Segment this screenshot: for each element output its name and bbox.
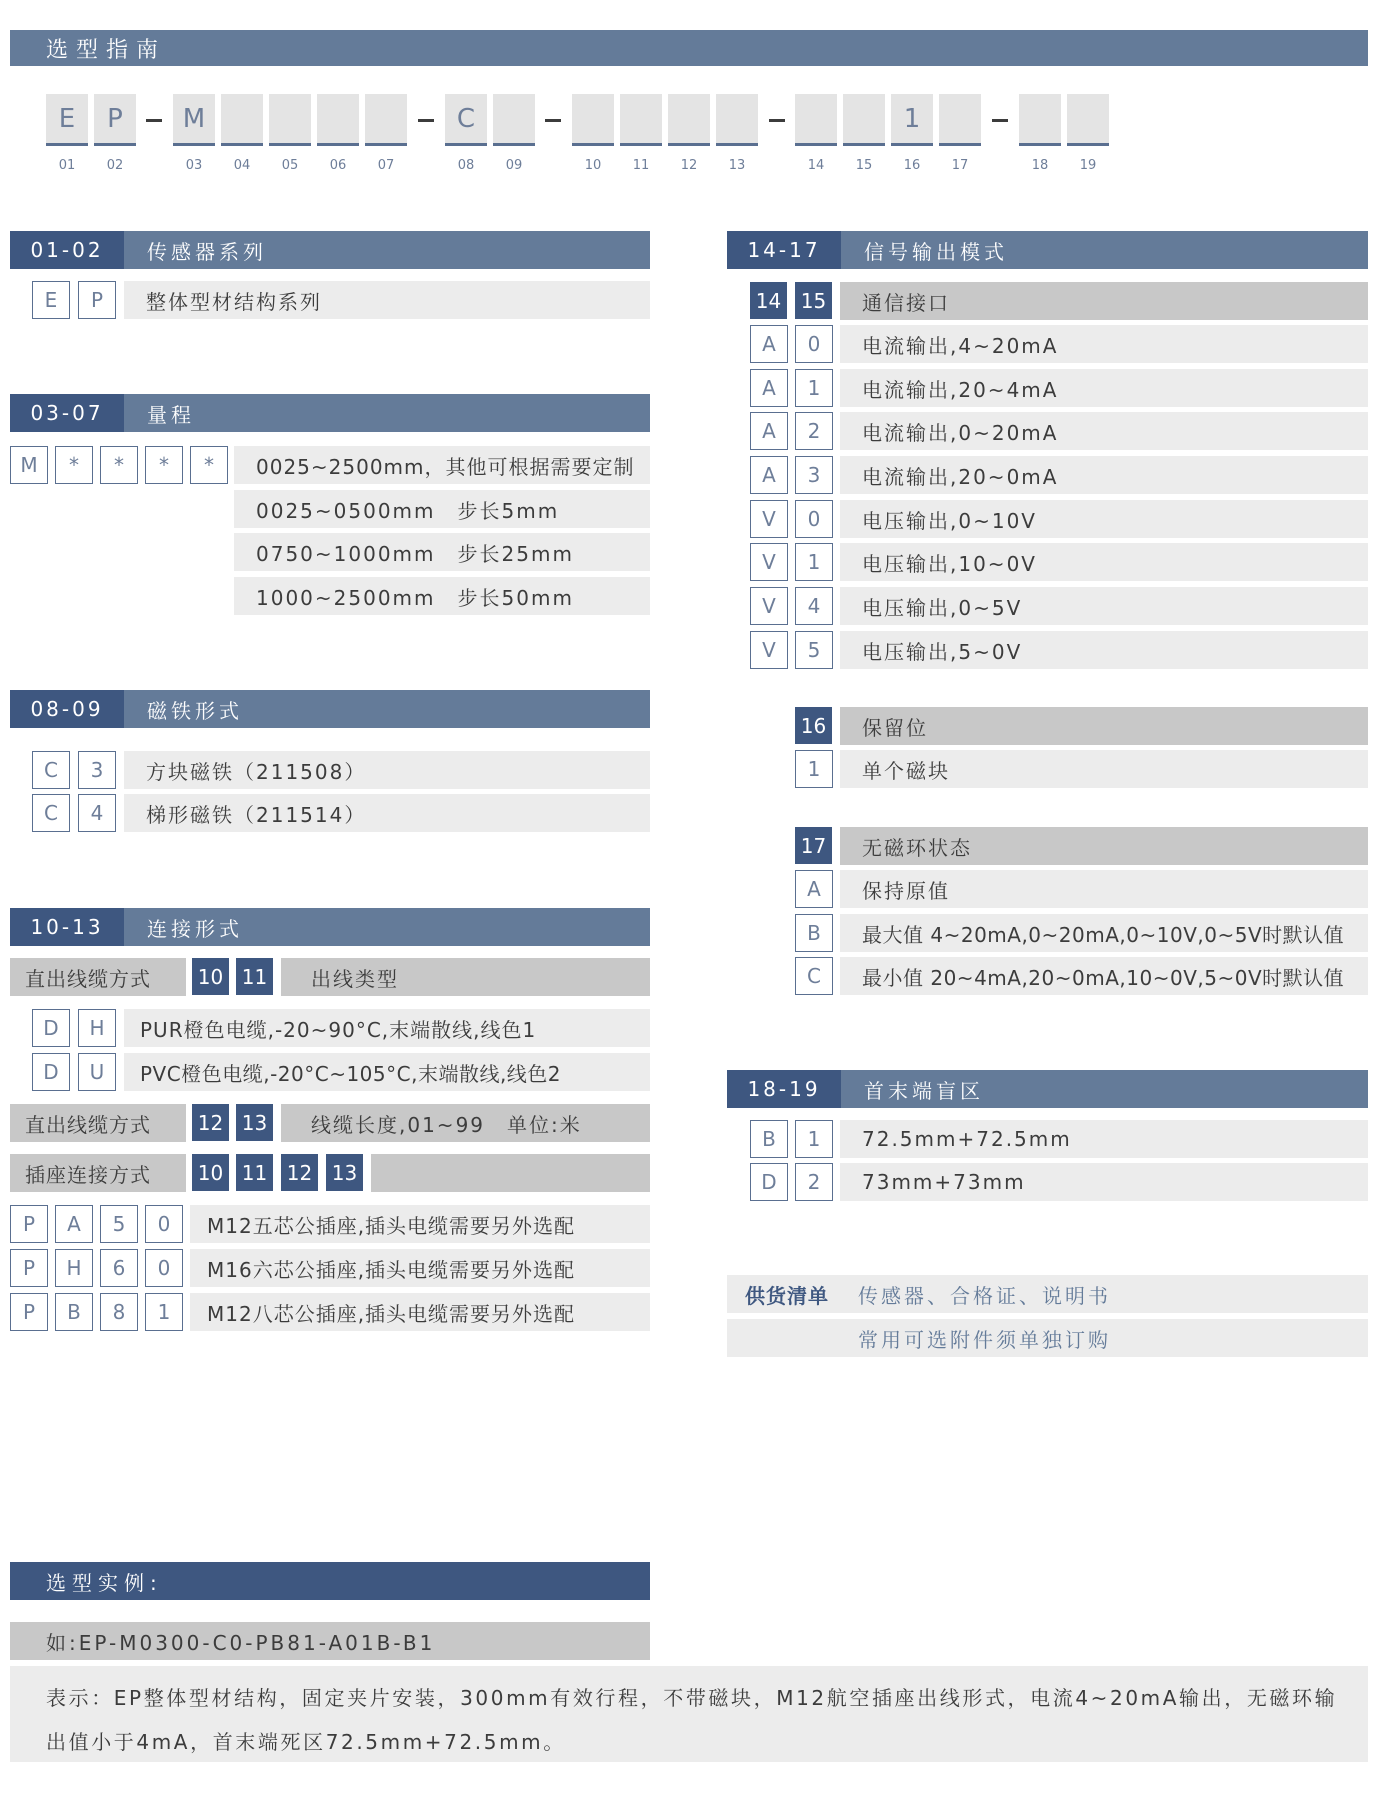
supply-row [727,1319,1368,1357]
pos-label: 18 [1031,158,1049,173]
pos-label: 07 [377,158,395,173]
code-box: H [78,1009,116,1047]
position-chip: 12 [192,1104,229,1141]
no-magnet-desc: 最小值 20~4mA,20~0mA,10~0V,5~0V时默认值 [840,957,1368,995]
section-title: 传感器系列 [147,239,267,264]
code-box: P [10,1249,48,1287]
position-chip: 15 [795,282,832,319]
supply-list-box [727,1275,1368,1358]
code-box: A [795,870,833,908]
code-box: 1 [795,369,833,407]
supply-row [727,1275,1368,1313]
example-code: 如:EP-M0300-C0-PB81-A01B-B1 [10,1622,650,1660]
pos-01: E [46,94,88,146]
code-box: M [10,446,48,484]
code-box: E [32,281,70,319]
pos-08: C [445,94,487,146]
code-box: 3 [795,456,833,494]
signal-desc: 电流输出,20~0mA [840,456,1368,494]
supply-label: 供货清单 [745,1283,829,1308]
section-title: 首末端盲区 [864,1078,984,1103]
pos-label: 06 [329,158,347,173]
code-box: 3 [78,751,116,789]
cable-direct-label: 直出线缆方式 [10,958,186,996]
code-box: D [32,1009,70,1047]
pos-label: 05 [281,158,299,173]
pos-12 [668,94,710,146]
pos-17 [939,94,981,146]
blind-desc: 72.5mm+72.5mm [840,1120,1368,1158]
code-box: * [190,446,228,484]
section-code: 01-02 [10,231,124,269]
code-box: B [55,1293,93,1331]
socket-desc: M16六芯公插座,插头电缆需要另外选配 [190,1249,650,1287]
code-box: C [32,751,70,789]
socket-desc: M12八芯公插座,插头电缆需要另外选配 [190,1293,650,1331]
pos-label: 14 [807,158,825,173]
pos-label: 01 [58,158,76,173]
pos-03: M [173,94,215,146]
code-box: A [750,369,788,407]
section-code: 10-13 [10,908,124,946]
code-box: A [750,325,788,363]
pos-label: 04 [233,158,251,173]
section-header-series [10,231,650,269]
pos-label: 16 [903,158,921,173]
pos-label: 17 [951,158,969,173]
position-chip: 14 [750,282,787,319]
pos-label: 08 [457,158,475,173]
code-box: 6 [100,1249,138,1287]
dash-separator [146,119,162,122]
section-title: 磁铁形式 [147,698,243,723]
range-row: 1000~2500mm 步长50mm [234,577,650,615]
code-box: C [32,794,70,832]
socket-label: 插座连接方式 [10,1154,186,1192]
section-header-connection [10,908,650,946]
position-chip: 10 [192,1154,229,1191]
no-magnet-desc: 保持原值 [840,870,1368,908]
code-box: B [795,914,833,952]
code-box: A [55,1205,93,1243]
cable-direct-label: 直出线缆方式 [10,1104,186,1142]
range-row: 0750~1000mm 步长25mm [234,533,650,571]
range-row: 0025~0500mm 步长5mm [234,490,650,528]
dash-separator [418,119,434,122]
section-code: 18-19 [727,1070,841,1108]
magnet-desc: 方块磁铁（211508） [124,751,650,789]
cable-length-label: 线缆长度,01~99 单位:米 [281,1104,650,1142]
code-box: V [750,500,788,538]
cable-desc: PVC橙色电缆,-20°C~105°C,末端散线,线色2 [124,1053,650,1091]
pos-10 [572,94,614,146]
code-box: 5 [100,1205,138,1243]
section-header-signal [727,231,1368,269]
supply-line-1: 传感器、合格证、说明书 [858,1283,1111,1308]
pos-18 [1019,94,1061,146]
code-box: A [750,456,788,494]
position-chip: 13 [236,1104,273,1141]
pos-13 [716,94,758,146]
dash-separator [992,119,1008,122]
series-desc: 整体型材结构系列 [124,281,650,319]
code-box: C [795,957,833,995]
no-magnet-desc: 最大值 4~20mA,0~20mA,0~10V,0~5V时默认值 [840,914,1368,952]
position-chip: 11 [236,1154,273,1191]
pos-09 [493,94,535,146]
page-title: 选型指南 [46,37,167,63]
code-box: 1 [795,543,833,581]
code-box: V [750,587,788,625]
pos-02: P [94,94,136,146]
code-box: 8 [100,1293,138,1331]
signal-desc: 电压输出,10~0V [840,543,1368,581]
code-box: 0 [795,500,833,538]
pos-19 [1067,94,1109,146]
dash-separator [769,119,785,122]
no-magnet-label: 无磁环状态 [840,827,1368,865]
code-box: 1 [795,1120,833,1158]
socket-desc: M12五芯公插座,插头电缆需要另外选配 [190,1205,650,1243]
code-box: 4 [795,587,833,625]
code-box: V [750,543,788,581]
section-code: 03-07 [10,394,124,432]
pos-label: 13 [728,158,746,173]
section-header-magnet [10,690,650,728]
code-box: A [750,412,788,450]
pos-05 [269,94,311,146]
pos-14 [795,94,837,146]
code-box: P [78,281,116,319]
example-desc: 表示：EP整体型材结构，固定夹片安装，300mm有效行程，不带磁块，M12航空插座出线形式，电流4~20mA输出，无磁环输出值小于4mA，首末端死区72.5mm+72.5mm。 [46,1686,1338,1754]
code-box: 1 [145,1293,183,1331]
signal-desc: 电流输出,20~4mA [840,369,1368,407]
position-chip: 10 [192,958,229,995]
signal-desc: 电压输出,5~0V [840,631,1368,669]
position-chip: 11 [236,958,273,995]
position-chip: 12 [281,1154,318,1191]
pos-label: 09 [505,158,523,173]
pos-06 [317,94,359,146]
code-box: 2 [795,412,833,450]
pos-label: 12 [680,158,698,173]
signal-desc: 电压输出,0~5V [840,587,1368,625]
pos-16: 1 [891,94,933,146]
socket-header-fill [371,1154,650,1192]
supply-line-2: 常用可选附件须单独订购 [858,1327,1111,1352]
code-box: P [10,1205,48,1243]
signal-desc: 电流输出,0~20mA [840,412,1368,450]
pos-04 [221,94,263,146]
pos-label: 10 [584,158,602,173]
signal-desc: 电流输出,4~20mA [840,325,1368,363]
reserved-desc: 单个磁块 [840,750,1368,788]
position-chip: 17 [795,827,832,864]
pos-label: 15 [855,158,873,173]
section-header-range [10,394,650,432]
code-box: 4 [78,794,116,832]
pos-11 [620,94,662,146]
code-box: V [750,631,788,669]
position-chip: 16 [795,707,832,744]
pos-15 [843,94,885,146]
cable-desc: PUR橙色电缆,-20~90°C,末端散线,线色1 [124,1009,650,1047]
dash-separator [545,119,561,122]
page-title-bar [10,30,1368,66]
cable-type-label: 出线类型 [281,958,650,996]
pos-label: 03 [185,158,203,173]
blind-desc: 73mm+73mm [840,1163,1368,1201]
code-box: * [145,446,183,484]
code-box: U [78,1053,116,1091]
code-box: 0 [145,1205,183,1243]
reserved-label: 保留位 [840,707,1368,745]
section-code: 14-17 [727,231,841,269]
code-box: 5 [795,631,833,669]
range-row: 0025~2500mm，其他可根据需要定制 [234,446,650,484]
pos-label: 02 [106,158,124,173]
signal-desc: 电压输出,0~10V [840,500,1368,538]
code-box: D [32,1053,70,1091]
pos-label: 11 [632,158,650,173]
code-box: 0 [795,325,833,363]
code-box: D [750,1163,788,1201]
section-title: 信号输出模式 [864,239,1008,264]
code-box: B [750,1120,788,1158]
section-title: 连接形式 [147,916,243,941]
comm-interface-label: 通信接口 [840,282,1368,320]
code-box: H [55,1249,93,1287]
code-box: 2 [795,1163,833,1201]
section-header-blind-zone [727,1070,1368,1108]
code-box: 0 [145,1249,183,1287]
pos-07 [365,94,407,146]
section-title: 量程 [147,402,195,427]
code-box: P [10,1293,48,1331]
code-box: 1 [795,750,833,788]
code-box: * [100,446,138,484]
example-title: 选型实例: [46,1570,163,1595]
code-box: * [55,446,93,484]
section-code: 08-09 [10,690,124,728]
pos-label: 19 [1079,158,1097,173]
example-header [10,1562,650,1600]
example-desc-box [10,1666,1368,1762]
magnet-desc: 梯形磁铁（211514） [124,794,650,832]
position-chip: 13 [326,1154,363,1191]
